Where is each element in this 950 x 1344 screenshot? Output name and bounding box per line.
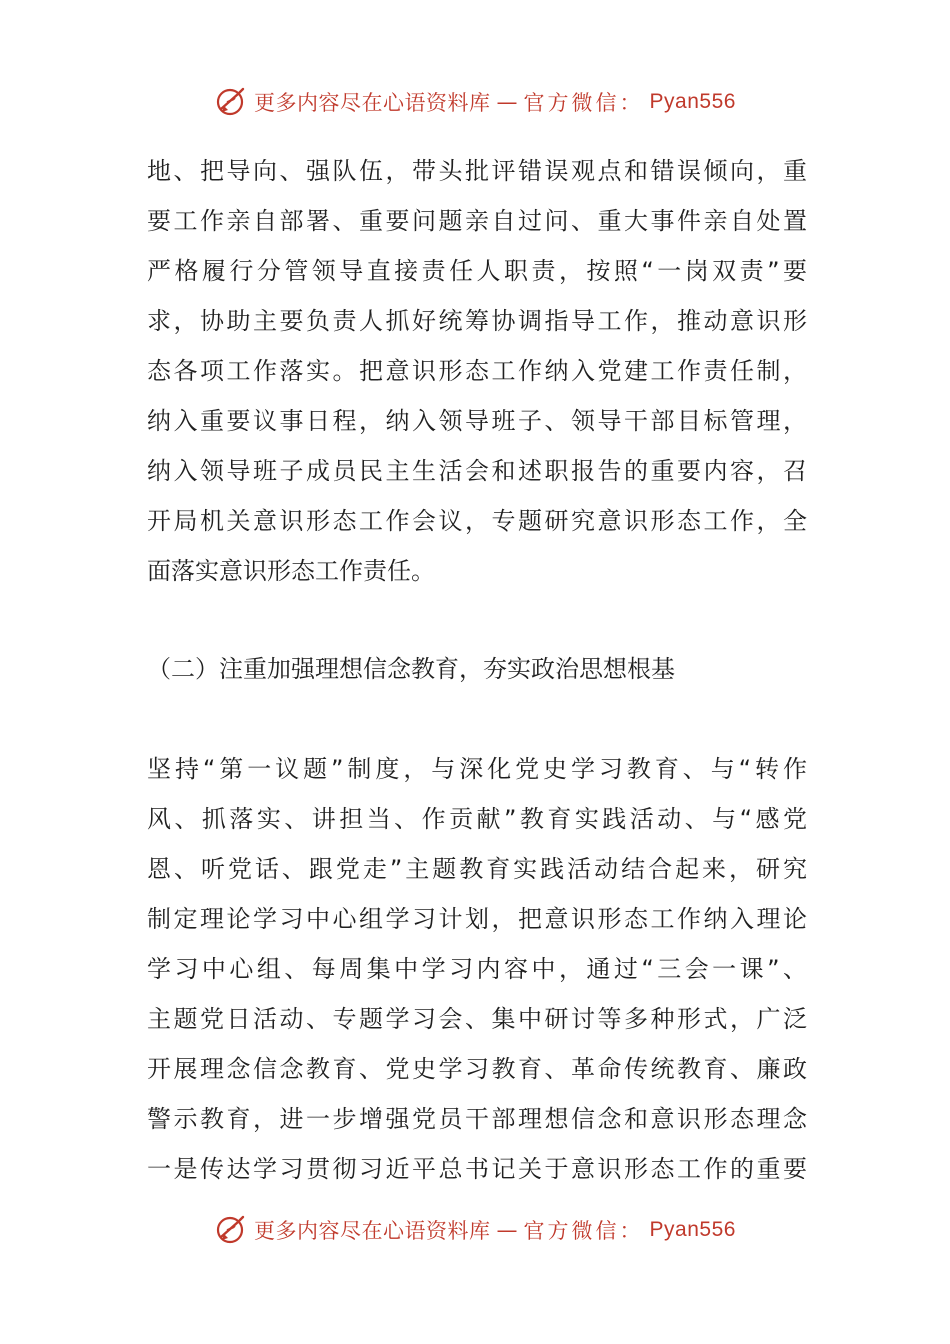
text-line: 警示教育，进一步增强党员干部理想信念和意识形态理念 xyxy=(147,1105,807,1133)
text-line: 坚持“第一议题”制度，与深化党史学习教育、与“转作 xyxy=(147,755,807,783)
banner-separator: — xyxy=(496,1218,518,1242)
banner-wechat-id: Pyan556 xyxy=(649,90,736,113)
banner-text: 更多内容尽在心语资料库 xyxy=(254,1219,491,1243)
text-line: 风、抓落实、讲担当、作贡献”教育实践活动、与“感党 xyxy=(147,805,807,833)
text-line: 面落实意识形态工作责任。 xyxy=(147,557,435,585)
text-line: 开局机关意识形态工作会议，专题研究意识形态工作，全 xyxy=(147,507,807,535)
text-line: 态各项工作落实。把意识形态工作纳入党建工作责任制， xyxy=(147,357,807,385)
banner-text: 更多内容尽在心语资料库 xyxy=(254,91,491,115)
header-watermark-banner xyxy=(0,82,950,122)
text-line: 纳入领导班子成员民主生活会和述职报告的重要内容，召 xyxy=(147,457,807,485)
banner-wechat-label: 官方微信： xyxy=(523,1219,644,1243)
text-line: 一是传达学习贯彻习近平总书记关于意识形态工作的重要 xyxy=(147,1155,807,1183)
section-heading: （二）注重加强理想信念教育，夯实政治思想根基 xyxy=(147,655,675,683)
text-line: 纳入重要议事日程，纳入领导班子、领导干部目标管理， xyxy=(147,407,807,435)
pen-logo-icon xyxy=(214,85,248,119)
text-line: 地、把导向、强队伍，带头批评错误观点和错误倾向，重 xyxy=(147,157,807,185)
banner-wechat-label: 官方微信： xyxy=(523,91,644,115)
text-line: 主题党日活动、专题学习会、集中研讨等多种形式，广泛 xyxy=(147,1005,807,1033)
text-line: 恩、听党话、跟党走”主题教育实践活动结合起来，研究 xyxy=(147,855,807,883)
pen-logo-icon xyxy=(214,1213,248,1247)
banner-wechat-id: Pyan556 xyxy=(649,1218,736,1241)
text-line: 求，协助主要负责人抓好统筹协调指导工作，推动意识形 xyxy=(147,307,807,335)
text-line: 开展理念信念教育、党史学习教育、革命传统教育、廉政 xyxy=(147,1055,807,1083)
banner-separator: — xyxy=(496,90,518,114)
text-line: 严格履行分管领导直接责任人职责，按照“一岗双责”要 xyxy=(147,257,807,285)
text-line: 制定理论学习中心组学习计划，把意识形态工作纳入理论 xyxy=(147,905,807,933)
text-line: 要工作亲自部署、重要问题亲自过问、重大事件亲自处置 xyxy=(147,207,807,235)
footer-watermark-banner xyxy=(0,1210,950,1250)
text-line: 学习中心组、每周集中学习内容中，通过“三会一课”、 xyxy=(147,955,807,983)
